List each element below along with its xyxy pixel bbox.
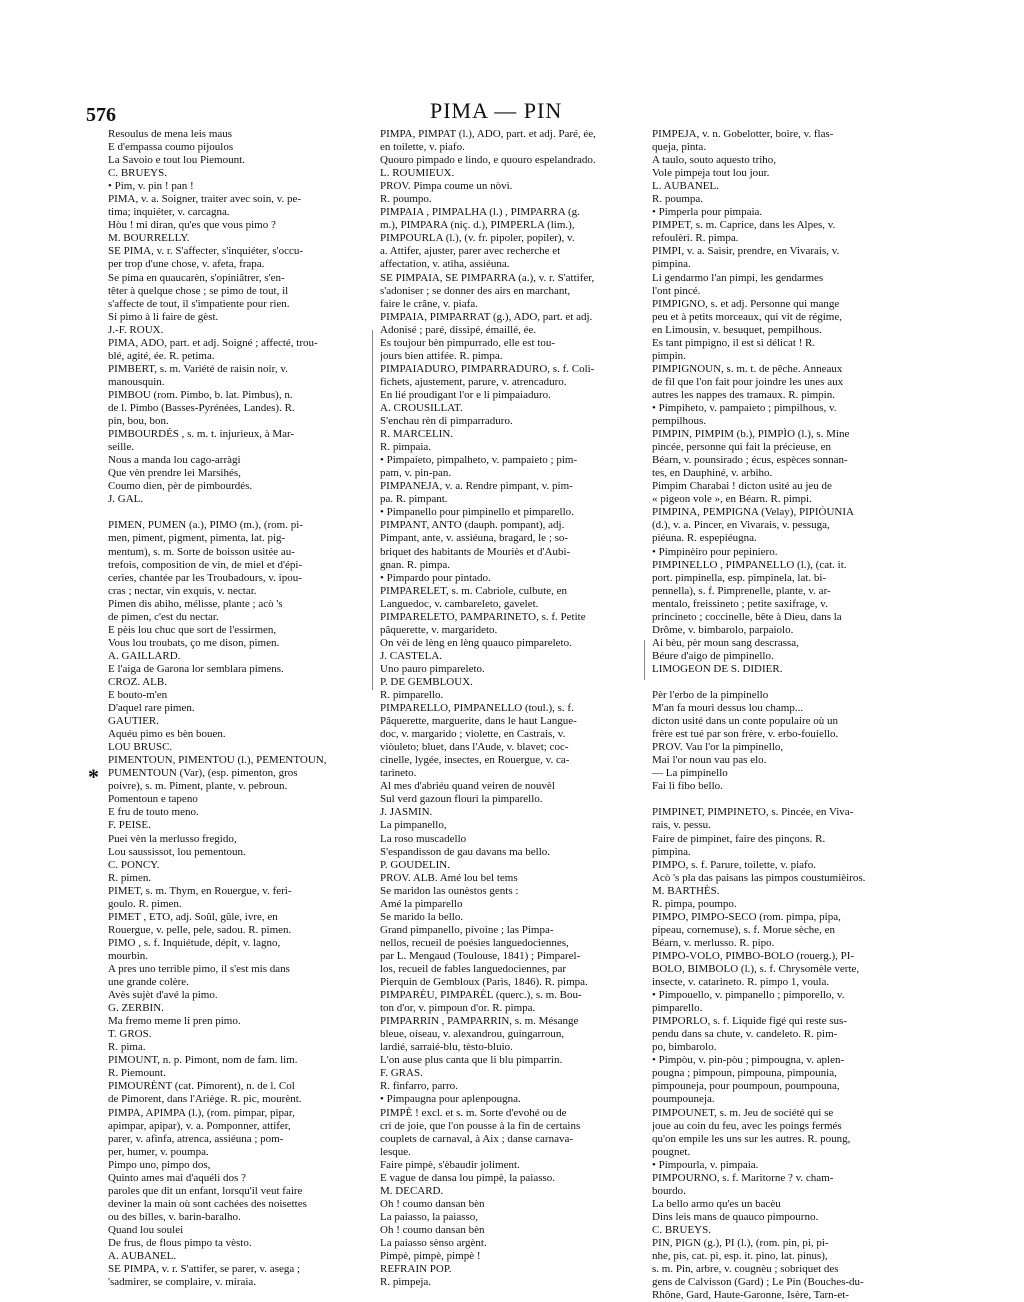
column-divider-right xyxy=(644,640,645,680)
text-line: apimpar, apipar), v. a. Pomponner, attifer, xyxy=(108,1119,291,1132)
text-line: pimpin. xyxy=(652,349,686,362)
text-line: Lou saussissot, lou pementoun. xyxy=(108,845,246,858)
text-line: PIMPANEJA, v. a. Rendre pimpant, v. pim- xyxy=(380,480,573,493)
text-line: M. DECARD. xyxy=(380,1184,444,1197)
text-line: — La pimpinello xyxy=(652,767,728,780)
text-line: PIMPINA, PEMPIGNA (Velay), PIPIÓUNIA xyxy=(652,506,854,519)
text-line: PIN, PIGN (g.), PI (l.), (rom. pin, pi, pi- xyxy=(652,1236,829,1249)
text-line: joue au coin du feu, avec les poings fermés xyxy=(652,1119,842,1132)
text-line: La pimpanello, xyxy=(380,819,447,832)
text-line: C. BRUEYS. xyxy=(652,1223,711,1236)
text-line: Resoulus de mena leis maus xyxy=(108,128,233,140)
text-line: tima; inquiéter, v. carcagna. xyxy=(108,206,230,219)
text-line: pâquerette, v. margarideto. xyxy=(380,623,498,636)
text-line: Béarn, v. merlusso. R. pipo. xyxy=(652,936,775,949)
text-line: PIMBOU (rom. Pimbo, b. lat. Pimbus), n. xyxy=(108,388,293,401)
text-line: En lié proudigant l'or e li pimpaiaduro. xyxy=(380,388,551,401)
text-line: couplets de carnaval, à Aix ; danse carnava- xyxy=(380,1132,574,1145)
text-line: • Pimpanello pour pimpinello et pimparello. xyxy=(380,506,574,519)
text-line: SE PIMPAIA, SE PIMPARRA (a.), v. r. S'attifer, xyxy=(380,271,595,284)
text-line: Avès sujèt d'avé la pimo. xyxy=(108,989,218,1002)
text-line: J. CASTELA. xyxy=(380,649,443,662)
text-line: La roso muscadello xyxy=(380,832,467,845)
text-line: PIMPANT, ANTO (dauph. pompant), adj. xyxy=(380,519,565,532)
text-line: de pimen, c'est du nectar. xyxy=(108,610,219,623)
text-line: Béarn, v. pounsirado ; écus, espèces sonnan- xyxy=(652,454,848,467)
text-line: PIMPA, APIMPA (l.), (rom. pimpar, pipar, xyxy=(108,1106,295,1119)
text-line: PIMOUNT, n. p. Pimont, nom de fam. lim. xyxy=(108,1054,298,1067)
text-line: « pigeon vole », en Béarn. R. pimpi. xyxy=(652,493,812,506)
text-line: pipeau, cornemuse), s. f. Morue sèche, en xyxy=(652,923,835,936)
text-line: une grande colère. xyxy=(108,976,189,989)
text-line: Quinto ames mai d'aquéli dos ? xyxy=(108,1171,246,1184)
text-line: J.-F. ROUX. xyxy=(108,323,164,336)
text-line xyxy=(652,793,914,806)
text-line: R. pimpeja. xyxy=(380,1276,432,1289)
text-line: men, piment, pigment, pimenta, lat. pig- xyxy=(108,532,286,545)
text-line: Oh ! coumo dansan bèn xyxy=(380,1223,485,1236)
text-line: Al mes d'abriéu quand veiren de nouvèl xyxy=(380,780,555,793)
text-line: PIMPOUNET, s. m. Jeu de société qui se xyxy=(652,1106,834,1119)
text-line: • Pimpòu, v. pin-pòu ; pimpougna, v. aplen- xyxy=(652,1054,845,1067)
text-line: E bouto-m'en xyxy=(108,689,168,702)
text-line: • Pimpaugna pour aplenpougna. xyxy=(380,1093,521,1106)
text-line: Béure d'aigo de pimpinello. xyxy=(652,649,774,662)
text-line: Es toujour bèn pimpurrado, elle est tou- xyxy=(380,336,556,349)
text-line: peu et à petits morceaux, qui vit de régime, xyxy=(652,310,842,323)
text-line: PIMPOURLA (l.), (v. fr. pipoler, popiler), v. xyxy=(380,232,575,245)
text-line: PIMET , ETO, adj. Soûl, gûle, ivre, en xyxy=(108,910,278,923)
text-line: J. JASMIN. xyxy=(380,806,433,819)
text-line: PIMBERT, s. m. Variété de raisin noir, v. xyxy=(108,362,288,375)
text-line: P. GOUDELIN. xyxy=(380,858,450,871)
text-line: po, bimbarolo. xyxy=(652,1041,717,1054)
text-line: SE PIMA, v. r. S'affecter, s'inquiéter, s'occu- xyxy=(108,245,304,258)
margin-marker: * xyxy=(88,764,99,789)
text-line: J. GAL. xyxy=(108,493,144,506)
text-line: Se pima en quaucarèn, s'opiniâtrer, s'en- xyxy=(108,271,285,284)
text-line: s. m. Pin, arbre, v. cougnèu ; sobriquet des xyxy=(652,1263,839,1276)
text-line: seille. xyxy=(108,441,134,454)
text-line: PIMPORLO, s. f. Liquide figé qui reste sus- xyxy=(652,1015,847,1028)
text-line xyxy=(652,676,914,689)
text-line: rais, v. pessu. xyxy=(652,819,711,832)
text-line: M. BARTHÈS. xyxy=(652,884,720,897)
text-line: viòuleto; bluet, dans l'Aude, v. blavet; coc- xyxy=(380,741,569,754)
text-line: goulo. R. pimen. xyxy=(108,897,182,910)
text-line: poumpouneja. xyxy=(652,1093,715,1106)
text-line: Oh ! coumo dansan bèn xyxy=(380,1197,485,1210)
text-line: E d'empassa coumo pijoulos xyxy=(108,141,234,154)
text-line: Pimpè, pimpè, pimpè ! xyxy=(380,1250,481,1263)
text-line: de l. Pimbo (Basses-Pyrénées, Landes). R. xyxy=(108,401,295,414)
text-line: gnan. R. pimpa. xyxy=(380,558,450,571)
text-line: pin, bou, bon. xyxy=(108,415,169,428)
text-line: pougna ; pimpoun, pimpouna, pimpounia, xyxy=(652,1067,837,1080)
text-line: mentum), s. m. Sorte de boisson usitée au- xyxy=(108,545,295,558)
text-line: s'adoniser ; se donner des airs en marchant, xyxy=(380,284,571,297)
text-line: PIMPAIA, PIMPARRAT (g.), ADO, part. et adj. xyxy=(380,310,593,323)
text-line: REFRAIN POP. xyxy=(380,1263,452,1276)
text-line: D'aquel rare pimen. xyxy=(108,702,195,715)
text-line: PIMPARRIN , PAMPARRIN, s. m. Mésange xyxy=(380,1015,579,1028)
text-line: bourdo. xyxy=(652,1184,686,1197)
text-line: La paiasso, la paiasso, xyxy=(380,1210,479,1223)
text-line: PIMPARELETO, PAMPARINETO, s. f. Petite xyxy=(380,610,586,623)
text-line: F. PEISE. xyxy=(108,819,151,832)
text-line: • Pimpinèiro pour pepiniero. xyxy=(652,545,778,558)
text-line: blé, agité, ée. R. petima. xyxy=(108,349,215,362)
text-line: Sul verd gazoun flouri la pimparello. xyxy=(380,793,543,806)
text-line: CROZ. ALB. xyxy=(108,675,167,688)
text-line: A. AUBANEL. xyxy=(108,1250,177,1263)
text-line: PIMOURÈNT (cat. Pimorent), n. de l. Col xyxy=(108,1080,295,1093)
text-line: nellos, recueil de poésies languedociennes, xyxy=(380,936,569,949)
text-line: cras ; nectar, vin exquis, v. nectar. xyxy=(108,584,257,597)
text-line: tes, en Dauphiné, v. arbiho. xyxy=(652,467,773,480)
text-line: R. pimen. xyxy=(108,871,152,884)
text-line: LIMOGEON DE S. DIDIER. xyxy=(652,662,783,675)
text-line: pimpina. xyxy=(652,258,691,271)
text-line: pougnet. xyxy=(652,1145,691,1158)
running-head: PIMA — PIN xyxy=(430,98,563,123)
text-line: P. DE GEMBLOUX. xyxy=(380,675,473,688)
text-line: PROV. Vau l'or la pimpinello, xyxy=(652,741,784,754)
text-line: Uno pauro pimpareleto. xyxy=(380,662,485,675)
text-line: PIMET, s. m. Thym, en Rouergue, v. feri- xyxy=(108,884,292,897)
text-line: Pierquin de Gembloux (Paris, 1846). R. pimpa. xyxy=(380,976,588,989)
text-line: PIMBOURDÉS , s. m. t. injurieux, à Mar- xyxy=(108,428,295,441)
text-line: Mai l'or noun vau pas elo. xyxy=(652,754,767,767)
text-line: S'enchau rèn di pimparraduro. xyxy=(380,415,513,428)
text-line: manousquin. xyxy=(108,375,165,388)
text-line: pimpouneja, pour poumpoun, poumpouna, xyxy=(652,1080,840,1093)
text-line: pennella), s. f. Pimprenelle, plante, v. ar- xyxy=(652,584,831,597)
text-line: Que vèn prendre lei Marsihés, xyxy=(108,467,241,480)
text-line: cri de joie, que l'on pousse à la fin de certains xyxy=(380,1119,581,1132)
text-line: • Pimpardo pour pintado. xyxy=(380,571,491,584)
text-line: E fru de touto meno. xyxy=(108,806,199,819)
text-line: cinelle, lygée, insectes, en Rouergue, v. ca- xyxy=(380,754,570,767)
text-line: • Pimpaieto, pimpalheto, v. pampaieto ; pim- xyxy=(380,454,578,467)
text-line: frère est tué par son frère, v. erbo-fouiello. xyxy=(652,728,839,741)
text-line: PIMPAIA , PIMPALHA (l.) , PIMPARRA (g. xyxy=(380,206,580,219)
text-line: têter à quelque chose ; se pimo de tout, il xyxy=(108,284,289,297)
text-line: mourbin. xyxy=(108,949,149,962)
text-line: lardié, sarraié-blu, tèsto-bluio. xyxy=(380,1041,513,1054)
text-line: PIMO , s. f. Inquiétude, dépit, v. lagno, xyxy=(108,936,281,949)
text-line: R. finfarro, parro. xyxy=(380,1080,458,1093)
text-line: Languedoc, v. cambareleto, gavelet. xyxy=(380,597,539,610)
text-line: refoulèri. R. pimpa. xyxy=(652,232,739,245)
text-line: R. pima. xyxy=(108,1041,146,1054)
text-line: Rhône, Gard, Haute-Garonne, Isère, Tarn-et- xyxy=(652,1289,849,1302)
text-line: R. MARCELIN. xyxy=(380,428,454,441)
text-line: affectation, v. atiha, assiéuna. xyxy=(380,258,510,271)
text-line: de Pimorent, dans l'Ariège. R. pic, mourènt. xyxy=(108,1093,302,1106)
text-line: • Pim, v. pin ! pan ! xyxy=(108,180,194,193)
text-line: L. ROUMIEUX. xyxy=(380,167,455,180)
text-line: ton d'or, v. pimpoun d'or. R. pimpa. xyxy=(380,1002,536,1015)
text-line: PIMENTOUN, PIMENTOU (l.), PEMENTOUN, xyxy=(108,754,327,767)
text-line: PIMPIGNO, s. et adj. Personne qui mange xyxy=(652,297,840,310)
text-line: C. PONCY. xyxy=(108,858,160,871)
text-line: G. ZERBIN. xyxy=(108,1002,164,1015)
text-line: Pèr l'erbo de la pimpinello xyxy=(652,689,769,702)
text-line: PIMPARELLO, PIMPANELLO (toul.), s. f. xyxy=(380,702,574,715)
text-line: PIMPI, v. a. Saisir, prendre, en Vivarais, v. xyxy=(652,245,840,258)
text-line: autres les nappes des tramaux. R. pimpin. xyxy=(652,388,835,401)
text-line: BOLO, BIMBOLO (l.), s. f. Chrysomèle verte, xyxy=(652,963,860,975)
text-line: tarineto. xyxy=(380,767,417,780)
text-line: • Pimpiheto, v. pampaieto ; pimpilhous, v. xyxy=(652,401,837,414)
text-line: piéuna. R. espepiéugna. xyxy=(652,532,757,545)
text-line: Vole pimpeja tout lou jour. xyxy=(652,167,770,180)
text-line: mentalo, freissineto ; petite saxifrage, v. xyxy=(652,597,828,610)
text-line: M'an fa mouri dessus lou champ... xyxy=(652,702,804,715)
text-line: Pâquerette, marguerite, dans le haut Langue- xyxy=(380,715,577,728)
text-line: Hòu ! mi diran, qu'es que vous pimo ? xyxy=(108,219,276,232)
text-line: qu'on empile les uns sur les autres. R. poung, xyxy=(652,1132,851,1145)
text-line: SE PIMPA, v. r. S'attifer, se parer, v. asega ; xyxy=(108,1263,301,1276)
text-line: Quand lou soulei xyxy=(108,1223,184,1236)
text-line: Dins leis mans de quauco pimpourno. xyxy=(652,1210,819,1223)
text-line: dicton usité dans un conte populaire où un xyxy=(652,715,839,728)
text-line: A taulo, souto aquesto triho, xyxy=(652,154,777,167)
text-line: pa. R. pimpant. xyxy=(380,493,448,506)
text-line: LOU BRUSC. xyxy=(108,741,173,754)
page-number: 576 xyxy=(86,104,116,126)
text-line: PIMPIN, PIMPIM (b.), PIMPÌO (l.), s. Mine xyxy=(652,428,850,441)
text-line: Pimpim Charabai ! dicton usité au jeu de xyxy=(652,480,832,493)
text-line: Faire pimpè, s'èbaudir joliment. xyxy=(380,1158,520,1171)
text-line: On vèi de lèng en lèng quauco pimpareleto. xyxy=(380,636,572,649)
text-line: Vous lou troubats, ço me dison, pimen. xyxy=(108,636,280,649)
text-line: pimpina. xyxy=(652,845,691,858)
text-line: La paiasso sènso argènt. xyxy=(380,1236,487,1249)
text-line: PIMEN, PUMEN (a.), PIMO (m.), (rom. pi- xyxy=(108,519,303,532)
text-line: paroles que dit un enfant, lorsqu'il veut faire xyxy=(108,1184,303,1197)
text-line: Faire de pimpinet, faire des pinçons. R. xyxy=(652,832,826,845)
text-line: deviner la main où sont cachées des noisettes xyxy=(108,1197,307,1210)
text-line: PROV. Pimpa coume un nòvi. xyxy=(380,180,513,193)
text-line: doc, v. margarido ; violette, en Castrais, v. xyxy=(380,728,566,741)
text-line: E vague de dansa lou pimpè, la paiasso. xyxy=(380,1171,556,1184)
text-line: La bello armo qu'es un bacèu xyxy=(652,1197,781,1210)
text-line: • Pimpourla, v. pimpaia. xyxy=(652,1158,759,1171)
text-line: • Pimperla pour pimpaia. xyxy=(652,206,763,219)
text-line: PUMENTOUN (Var), (esp. pimenton, gros xyxy=(108,767,298,780)
text-line: Drôme, v. bimbarolo, parpaiolo. xyxy=(652,623,794,636)
text-line: ceries, chantée par les Troubadours, v. ipou- xyxy=(108,571,302,584)
text-line: E l'aiga de Garona lor semblara pimens. xyxy=(108,662,284,675)
text-line: PIMA, v. a. Soigner, traiter avec soin, v. pe- xyxy=(108,193,302,206)
text-line: Se maridon las ounèstos gents : xyxy=(380,884,519,897)
text-line: PIMPO-VOLO, PIMBO-BOLO (rouerg.), PI- xyxy=(652,949,855,962)
text-line: lesque. xyxy=(380,1145,411,1158)
text-line: Ma fremo meme li pren pimo. xyxy=(108,1015,241,1028)
text-line: A. GAILLARD. xyxy=(108,649,181,662)
text-line: Amé la pimparello xyxy=(380,897,463,910)
text-line: Coumo dien, pèr de pimbourdés. xyxy=(108,480,253,493)
text-line: poivre), s. m. Piment, plante, v. pebroun. xyxy=(108,780,288,793)
text-line: De frus, de flous pimpo ta vèsto. xyxy=(108,1236,252,1249)
text-line: Aquéu pimo es bèn bouen. xyxy=(108,728,226,741)
text-line: S'espandisson de gau davans ma bello. xyxy=(380,845,551,858)
text-line: faire le crâne, v. piafa. xyxy=(380,297,478,310)
column-left xyxy=(108,128,370,1289)
text-line: PIMPO, s. f. Parure, toilette, v. piafo. xyxy=(652,858,816,871)
text-line: PIMPAIADURO, PIMPARRADURO, s. f. Coli- xyxy=(380,362,595,375)
text-line: pincée, personne qui fait la précieuse, en xyxy=(652,441,831,454)
text-line: Pimpo uno, pimpo dos, xyxy=(108,1158,211,1171)
text-line: queja, pinta. xyxy=(652,141,707,154)
text-line: briquet des habitants de Mouriès et d'Aubi- xyxy=(380,545,571,558)
text-line: Fai li fibo bello. xyxy=(652,780,723,793)
text-line: Nous a manda lou cago-arràgi xyxy=(108,454,241,467)
text-line: GAUTIER. xyxy=(108,715,160,728)
text-line: pimparello. xyxy=(652,1002,703,1015)
text-line: pendu dans sa chute, v. candeleto. R. pim- xyxy=(652,1028,838,1041)
text-line: PIMPO, PIMPO-SECO (rom. pimpa, pipa, xyxy=(652,910,841,923)
text-line: bleue, oiseau, v. alexandrou, guingarroun, xyxy=(380,1028,565,1041)
text-line: m.), PIMPARA (niç. d.), PIMPERLA (lim.), xyxy=(380,219,575,232)
text-line: pam, v. pin-pan. xyxy=(380,467,452,480)
text-line: PIMA, ADO, part. et adj. Soigné ; affecté, trou- xyxy=(108,336,318,349)
text-line: fichets, ajustement, parure, v. atrencaduro. xyxy=(380,375,567,388)
text-line: Rouergue, v. pelle, pele, sadou. R. pimen. xyxy=(108,923,292,936)
text-line: PIMPOURNO, s. f. Maritorne ? v. cham- xyxy=(652,1171,834,1184)
text-line: PIMPEJA, v. n. Gobelotter, boire, v. flas- xyxy=(652,128,834,140)
text-line: nhe, pis, cat. pi, esp. it. pino, lat. pinus), xyxy=(652,1250,828,1263)
text-line: per, humer, v. poumpa. xyxy=(108,1145,209,1158)
text-line: Acò 's pla das paisans las pimpos coustumièiros. xyxy=(652,871,866,884)
text-line: PIMPÈ ! excl. et s. m. Sorte d'evohé ou de xyxy=(380,1106,567,1119)
text-line: PIMPIGNOUN, s. m. t. de pêche. Anneaux xyxy=(652,362,843,375)
text-line: La Savoio e tout lou Piemount. xyxy=(108,154,245,167)
text-line: • Pimpouello, v. pimpanello ; pimporello, v. xyxy=(652,989,845,1002)
text-line: Ai bèu, pèr moun sang descrassa, xyxy=(652,636,799,649)
text-line: Grand pimpanello, pivoine ; las Pimpa- xyxy=(380,923,554,936)
text-line: Es tant pimpigno, il est si délicat ! R. xyxy=(652,336,816,349)
text-line: R. pimpa, poumpo. xyxy=(652,897,737,910)
text-line: Si pimo à li faire de gèst. xyxy=(108,310,219,323)
text-line: Se marido la bello. xyxy=(380,910,464,923)
text-line: Pimpant, ante, v. assiéuna, bragard, le ; so- xyxy=(380,532,569,545)
text-line: jours bien attifée. R. pimpa. xyxy=(380,349,503,362)
text-line: A. CROUSILLAT. xyxy=(380,401,463,414)
column-middle xyxy=(380,128,642,1289)
text-line: L. AUBANEL. xyxy=(652,180,719,193)
column-divider-left xyxy=(372,330,373,690)
text-line: PIMPA, PIMPAT (l.), ADO, part. et adj. Paré, ée, xyxy=(380,128,596,140)
text-line: insecte, v. catarineto. R. pimpo 1, voula. xyxy=(652,976,830,989)
text-line: R. pimpaia. xyxy=(380,441,432,454)
text-line: parer, v. afinfa, atrenca, assiéuna ; pom- xyxy=(108,1132,284,1145)
text-line: en Limousin, v. besuquet, pempilhous. xyxy=(652,323,822,336)
text-line: port. pimpinella, esp. pimpinela, lat. bi- xyxy=(652,571,827,584)
text-line: PIMPARELET, s. m. Cabriole, culbute, en xyxy=(380,584,567,597)
text-line: M. BOURRELLY. xyxy=(108,232,190,245)
text-line: L'on ause plus canta que li blu pimparrin. xyxy=(380,1054,563,1067)
text-line: pempilhous. xyxy=(652,415,707,428)
text-line: PIMPINELLO , PIMPANELLO (l.), (cat. it. xyxy=(652,558,847,571)
text-line: per trop d'une chose, v. afeta, frapa. xyxy=(108,258,265,271)
text-line: 'sadmirer, se complaire, v. miraia. xyxy=(108,1276,257,1289)
text-line: princineto ; coccinelle, bête à Dieu, dans la xyxy=(652,610,842,623)
text-line: s'affecte de tout, il s'impatiente pour rien. xyxy=(108,297,290,310)
text-line: Quouro pimpado e lindo, e quouro espelandrado. xyxy=(380,154,596,167)
text-line: gens de Calvisson (Gard) ; Le Pin (Bouches-du- xyxy=(652,1276,864,1289)
text-line: E pèis lou chuc que sort de l'essirmen, xyxy=(108,623,277,636)
text-line: ou des billes, v. barin-baralho. xyxy=(108,1210,241,1223)
text-line: par L. Mengaud (Toulouse, 1841) ; Pimparel- xyxy=(380,949,581,962)
text-line: de fil que l'on fait pour joindre les unes aux xyxy=(652,375,844,388)
text-line: trefois, composition de vin, de miel et d'épi- xyxy=(108,558,303,571)
text-line: T. GROS. xyxy=(108,1028,152,1041)
text-line: PIMPET, s. m. Caprice, dans les Alpes, v. xyxy=(652,219,836,232)
text-line: en toilette, v. piafo. xyxy=(380,141,465,154)
text-line: F. GRAS. xyxy=(380,1067,423,1080)
text-line: los, recueil de fables languedociennes, par xyxy=(380,963,567,975)
text-line: a. Attifer, ajuster, parer avec recherche et xyxy=(380,245,561,258)
text-line: Adonisé ; paré, dissipé, émaillé, ée. xyxy=(380,323,537,336)
text-line: Pimen dis abiho, mélisse, plante ; acò 's xyxy=(108,597,283,610)
text-line: PIMPINET, PIMPINETO, s. Pincée, en Viva- xyxy=(652,806,854,819)
text-line: Li gendarmo l'an pimpi, les gendarmes xyxy=(652,271,824,284)
text-line: l'ont pincé. xyxy=(652,284,701,297)
text-line: (d.), v. a. Pincer, en Vivarais, v. pessuga, xyxy=(652,519,830,532)
column-right xyxy=(652,128,914,1302)
text-line: R. pimparello. xyxy=(380,689,444,702)
text-line: Puei vèn la merlusso fregido, xyxy=(108,832,237,845)
text-line: A pres uno terrible pimo, il s'est mis dans xyxy=(108,963,290,975)
text-line: C. BRUEYS. xyxy=(108,167,167,180)
text-line: Pomentoun e tapeno xyxy=(108,793,198,806)
text-line: PIMPARÈU, PIMPARÈL (querc.), s. m. Bou- xyxy=(380,989,582,1002)
text-line: R. Piemount. xyxy=(108,1067,166,1080)
text-line: R. poumpa. xyxy=(652,193,704,206)
text-line: R. poumpo. xyxy=(380,193,432,206)
text-line xyxy=(108,506,370,519)
text-line: PROV. ALB. Amé lou bel tems xyxy=(380,871,518,884)
